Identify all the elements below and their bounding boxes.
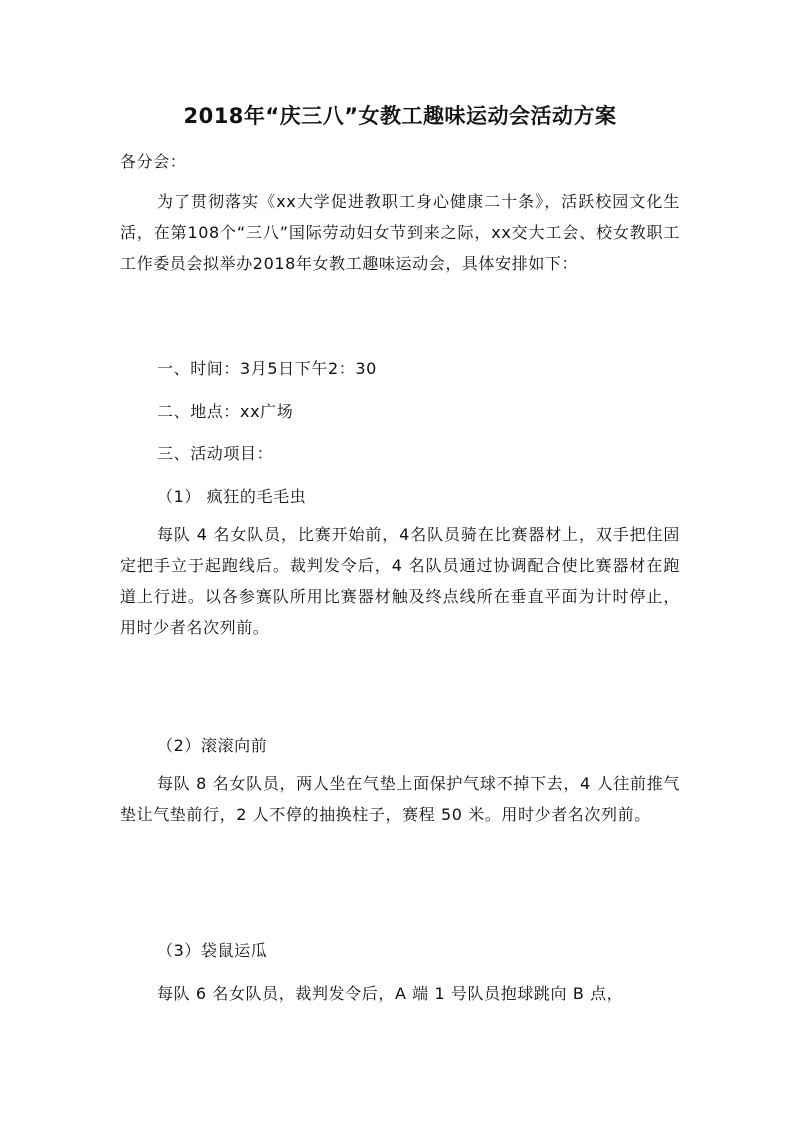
place-line: 二、地点：xx广场 [157, 402, 294, 421]
intro-paragraph: 为了贯彻落实《xx大学促进教职工身心健康二十条》，活跃校园文化生活，在第108个“三八”国际劳动妇女节到来之际，xx交大工会、校女教职工工作委员会拟举办2018年女教工趣味运动会，具体安排如下： [120, 192, 680, 273]
item2-title: （2）滚滚向前 [157, 736, 268, 755]
item3-description: 每队 6 名女队员，裁判发令后，A 端 1 号队员抱球跳向 B 点， [157, 984, 624, 1003]
item1-description: 每队 4 名女队员，比赛开始前，4名队员骑在比赛器材上，双手把住固定把手立于起跑线后。裁判发令后，4 名队员通过协调配合使比赛器材在跑道上行进。以各参赛队所用比赛器材触及终点线所在垂直平面为计时停止，用时少者名次列前。 [120, 525, 680, 637]
item2-description: 每队 8 名女队员，两人坐在气垫上面保护气球不掉下去，4 人往前推气垫让气垫前行，2 人不停的抽换柱子，赛程 50 米。用时少者名次列前。 [120, 774, 680, 824]
time-line: 一、时间：3月5日下午2：30 [157, 359, 377, 378]
document-title: 2018年“庆三八”女教工趣味运动会活动方案 [183, 104, 617, 128]
item1-title: （1） 疯狂的毛毛虫 [157, 487, 307, 506]
salutation: 各分会： [120, 152, 187, 171]
item3-title: （3）袋鼠运瓜 [157, 941, 268, 960]
items-heading: 三、活动项目： [157, 444, 274, 463]
